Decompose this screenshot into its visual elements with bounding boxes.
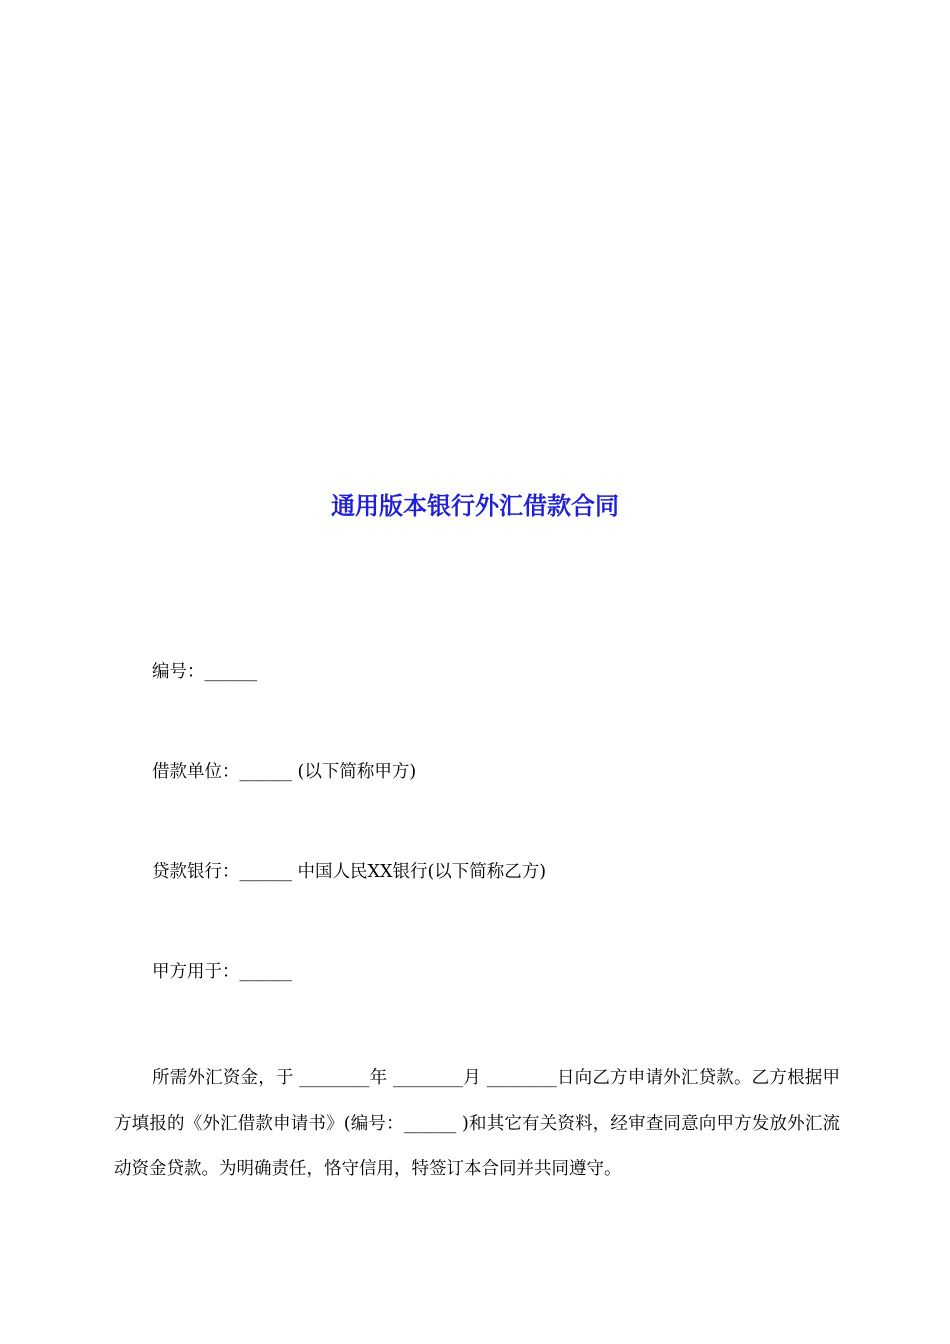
contract-number-line: 编号：______	[152, 662, 257, 682]
borrower-line: 借款单位：______ (以下简称甲方)	[152, 762, 417, 782]
body-paragraph: 所需外汇资金，于 ________年 ________月 ________日向乙方申请外汇贷款。乙方根据甲方填报的《外汇借款申请书》(编号：______ )和其它有关资料，经审查同意向甲方发放外汇流动资金贷款。为明确责任，恪守信用，特签订本合同并共同遵守。	[114, 1068, 840, 1179]
document-title: 通用版本银行外汇借款合同	[331, 491, 619, 520]
lending-bank-line: 贷款银行：______ 中国人民XX银行(以下简称乙方)	[152, 862, 547, 882]
purpose-line: 甲方用于：______	[152, 962, 292, 982]
